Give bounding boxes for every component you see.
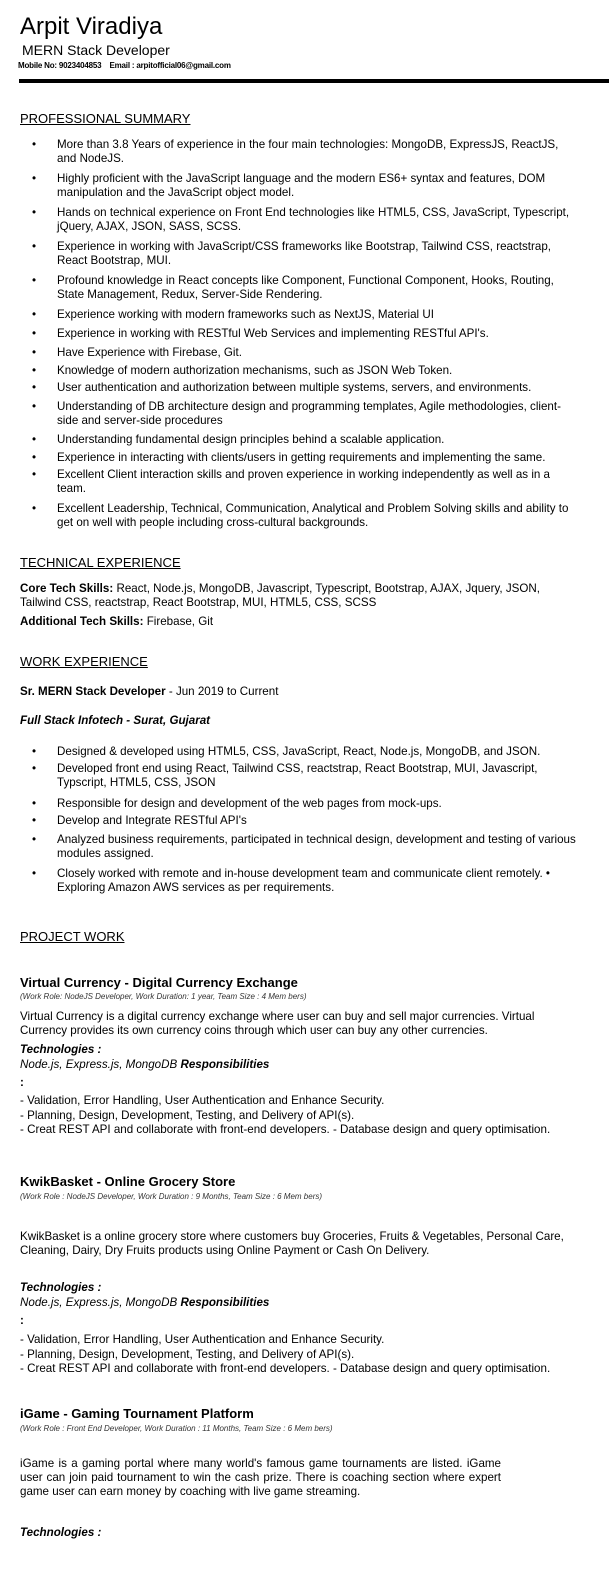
additional-skills-label: Additional Tech Skills: — [20, 615, 144, 628]
summary-item: • Profound knowledge in React concepts like Component, Functional Component, Hooks, Routing, State Management, Redux, Server-Side Rendering. — [57, 274, 579, 302]
responsibilities-label: Responsibilities — [180, 1296, 270, 1309]
technologies-label: Technologies : — [20, 1526, 102, 1539]
candidate-title: MERN Stack Developer — [22, 42, 170, 58]
responsibilities-colon: : — [20, 1076, 24, 1089]
core-skills-value: React, Node.js, MongoDB, Javascript, Typescript, Bootstrap, AJAX, Jquery, JSON, Tailwind CSS, reactstrap, React Bootstrap, MUI, HTML5, CSS, SCSS — [20, 582, 541, 609]
work-item: • Developed front end using React, Tailwind CSS, reactstrap, React Bootstrap, MUI, Javascript, Typscript, HTML5, CSS, JSON — [57, 762, 579, 790]
summary-item: • Knowledge of modern authorization mechanisms, such as JSON Web Token. — [57, 364, 579, 378]
project-role: (Work Role : Front End Developer, Work Duration : 11 Months, Team Size : 6 Mem bers) — [20, 1424, 333, 1433]
company: Full Stack Infotech - Surat, Gujarat — [20, 714, 211, 727]
summary-heading: PROFESSIONAL SUMMARY — [20, 111, 191, 126]
project-tech — [20, 1296, 579, 1310]
responsibility: - Creat REST API and collaborate with front-end developers. - Database design and query optimisation. — [20, 1362, 551, 1375]
summary-item: • Understanding fundamental design principles behind a scalable application. — [57, 433, 579, 447]
summary-item: • Hands on technical experience on Front End technologies like HTML5, CSS, JavaScript, Typescript, jQuery, AJAX, JSON, SASS, SCSS. — [57, 206, 579, 234]
additional-skills-value: Firebase, Git — [146, 615, 214, 628]
project-role: (Work Role : NodeJS Developer, Work Duration : 9 Months, Team Size : 6 Mem bers) — [20, 1192, 323, 1201]
summary-item: • Understanding of DB architecture design and programming templates, Agile methodologies, client-side and server-side procedures — [57, 400, 579, 428]
responsibility: - Validation, Error Handling, User Authentication and Enhance Security. — [20, 1333, 385, 1346]
core-skills — [20, 582, 579, 610]
summary-item: • Have Experience with Firebase, Git. — [57, 346, 579, 360]
summary-item: • User authentication and authorization between multiple systems, servers, and environments. — [57, 381, 579, 395]
summary-item: • Highly proficient with the JavaScript language and the modern ES6+ syntax and features, DOM manipulation and the JavaScript object model. — [57, 172, 579, 200]
responsibility: - Creat REST API and collaborate with front-end developers. - Database design and query optimisation. — [20, 1123, 551, 1136]
mobile: Mobile No: 9023404853 — [18, 61, 102, 70]
work-heading: WORK EXPERIENCE — [20, 654, 148, 669]
candidate-name: Arpit Viradiya — [20, 13, 163, 40]
work-item: • Closely worked with remote and in-house development team and communicate client remotely. • Exploring Amazon AWS services as per requirements. — [57, 867, 579, 895]
core-skills-label: Core Tech Skills: — [20, 582, 114, 595]
summary-item: • Experience in interacting with clients/users in getting requirements and implementing the same. — [57, 451, 579, 465]
technologies-label: Technologies : — [20, 1281, 102, 1294]
project-tech — [20, 1058, 579, 1072]
responsibility: - Validation, Error Handling, User Authentication and Enhance Security. — [20, 1094, 385, 1107]
technologies-label: Technologies : — [20, 1043, 102, 1056]
header-divider — [19, 79, 609, 83]
work-position — [20, 685, 579, 699]
tech-list: Node.js, Express.js, MongoDB — [20, 1058, 178, 1071]
summary-item: • Experience working with modern frameworks such as NextJS, Material UI — [57, 308, 579, 322]
summary-item: • Excellent Leadership, Technical, Communication, Analytical and Problem Solving skills and ability to get on well with people including cross-cultural backgrounds. — [57, 502, 579, 530]
project-description: KwikBasket is a online grocery store where customers buy Groceries, Fruits & Vegetables, Personal Care, Cleaning, Dairy, Dry Fruits products using Online Payment or Cash On Delivery. — [20, 1230, 564, 1257]
responsibility: - Planning, Design, Development, Testing, and Delivery of API(s). — [20, 1348, 355, 1361]
summary-item: • More than 3.8 Years of experience in the four main technologies: MongoDB, ExpressJS, ReactJS, and NodeJS. — [57, 138, 579, 166]
additional-skills — [20, 615, 579, 629]
project-title: iGame - Gaming Tournament Platform — [20, 1406, 254, 1421]
responsibilities-label: Responsibilities — [180, 1058, 270, 1071]
position-title: Sr. MERN Stack Developer — [20, 685, 166, 698]
tech-list: Node.js, Express.js, MongoDB — [20, 1296, 178, 1309]
project-role: (Work Role: NodeJS Developer, Work Duration: 1 year, Team Size : 4 Mem bers) — [20, 992, 307, 1001]
project-title: KwikBasket - Online Grocery Store — [20, 1174, 236, 1189]
projects-heading: PROJECT WORK — [20, 929, 125, 944]
work-item: • Responsible for design and development of the web pages from mock-ups. — [57, 797, 579, 811]
position-period: - Jun 2019 to Current — [168, 685, 279, 698]
technical-heading: TECHNICAL EXPERIENCE — [20, 555, 181, 570]
contact-line — [18, 59, 579, 73]
project-description: Virtual Currency is a digital currency exchange where user can buy and sell major currencies. Virtual Currency provides its own currency coins through which user can buy any other currencies. — [20, 1010, 535, 1037]
work-item: • Develop and Integrate RESTful API's — [57, 814, 579, 828]
summary-item: • Experience in working with RESTful Web Services and implementing RESTful API's. — [57, 327, 579, 341]
project-title: Virtual Currency - Digital Currency Exchange — [20, 975, 298, 990]
work-item: • Designed & developed using HTML5, CSS, JavaScript, React, Node.js, MongoDB, and JSON. — [57, 745, 579, 759]
summary-item: • Experience in working with JavaScript/CSS frameworks like Bootstrap, Tailwind CSS, reactstrap, React Bootstrap, MUI. — [57, 240, 579, 268]
responsibility: - Planning, Design, Development, Testing, and Delivery of API(s). — [20, 1109, 355, 1122]
work-item: • Analyzed business requirements, participated in technical design, development and testing of various modules assigned. — [57, 833, 579, 861]
email: Email : arpitofficial06@gmail.com — [109, 61, 231, 70]
summary-item: • Excellent Client interaction skills and proven experience in working independently as well as in a team. — [57, 468, 579, 496]
project-description: iGame is a gaming portal where many world's famous game tournaments are listed. iGame user can join paid tournament to win the cash prize. There is coaching section where expert game user can earn money by coaching with live game streaming. — [20, 1457, 501, 1498]
responsibilities-colon: : — [20, 1314, 24, 1327]
